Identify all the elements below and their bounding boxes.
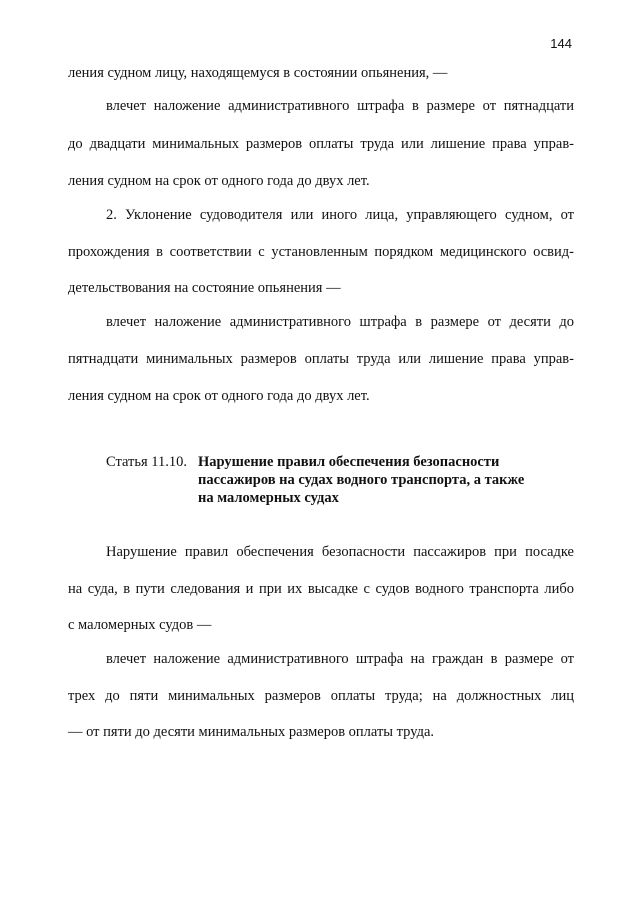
text-line: трех до пяти минимальных размеров оплаты труда; на должностных лиц bbox=[68, 688, 574, 704]
text-line: влечет наложение административного штрафа в размере от пятнадцати bbox=[106, 98, 574, 114]
text-line: детельствования на состояние опьянения — bbox=[68, 280, 341, 296]
article-title-line: пассажиров на судах водного транспорта, а также bbox=[198, 472, 525, 488]
text-line: ления судном на срок от одного года до двух лет. bbox=[68, 388, 370, 404]
text-line: прохождения в соответствии с установленным порядком медицинского освид- bbox=[68, 244, 574, 260]
text-line: с маломерных судов — bbox=[68, 617, 212, 633]
text-line: 2. Уклонение судоводителя или иного лица, управляющего судном, от bbox=[106, 207, 574, 223]
text-line: до двадцати минимальных размеров оплаты труда или лишение права управ- bbox=[68, 136, 574, 152]
text-line: на суда, в пути следования и при их высадке с судов водного транспорта либо bbox=[68, 581, 574, 597]
text-line: влечет наложение административного штрафа в размере от десяти до bbox=[106, 314, 574, 330]
text-line: влечет наложение административного штрафа на граждан в размере от bbox=[106, 651, 574, 667]
text-line: Нарушение правил обеспечения безопасности пассажиров при посадке bbox=[106, 544, 574, 560]
text-line: ления судном лицу, находящемуся в состоянии опьянения, — bbox=[68, 65, 448, 81]
text-line: ления судном на срок от одного года до двух лет. bbox=[68, 173, 370, 189]
article-title-line: Нарушение правил обеспечения безопасности bbox=[198, 454, 500, 470]
text-line: пятнадцати минимальных размеров оплаты труда или лишение права управ- bbox=[68, 351, 574, 367]
text-line: — от пяти до десяти минимальных размеров оплаты труда. bbox=[68, 724, 435, 740]
article-label: Статья 11.10. bbox=[106, 454, 188, 470]
article-title-line: на маломерных судах bbox=[198, 490, 339, 506]
page-number: 144 bbox=[550, 36, 572, 51]
